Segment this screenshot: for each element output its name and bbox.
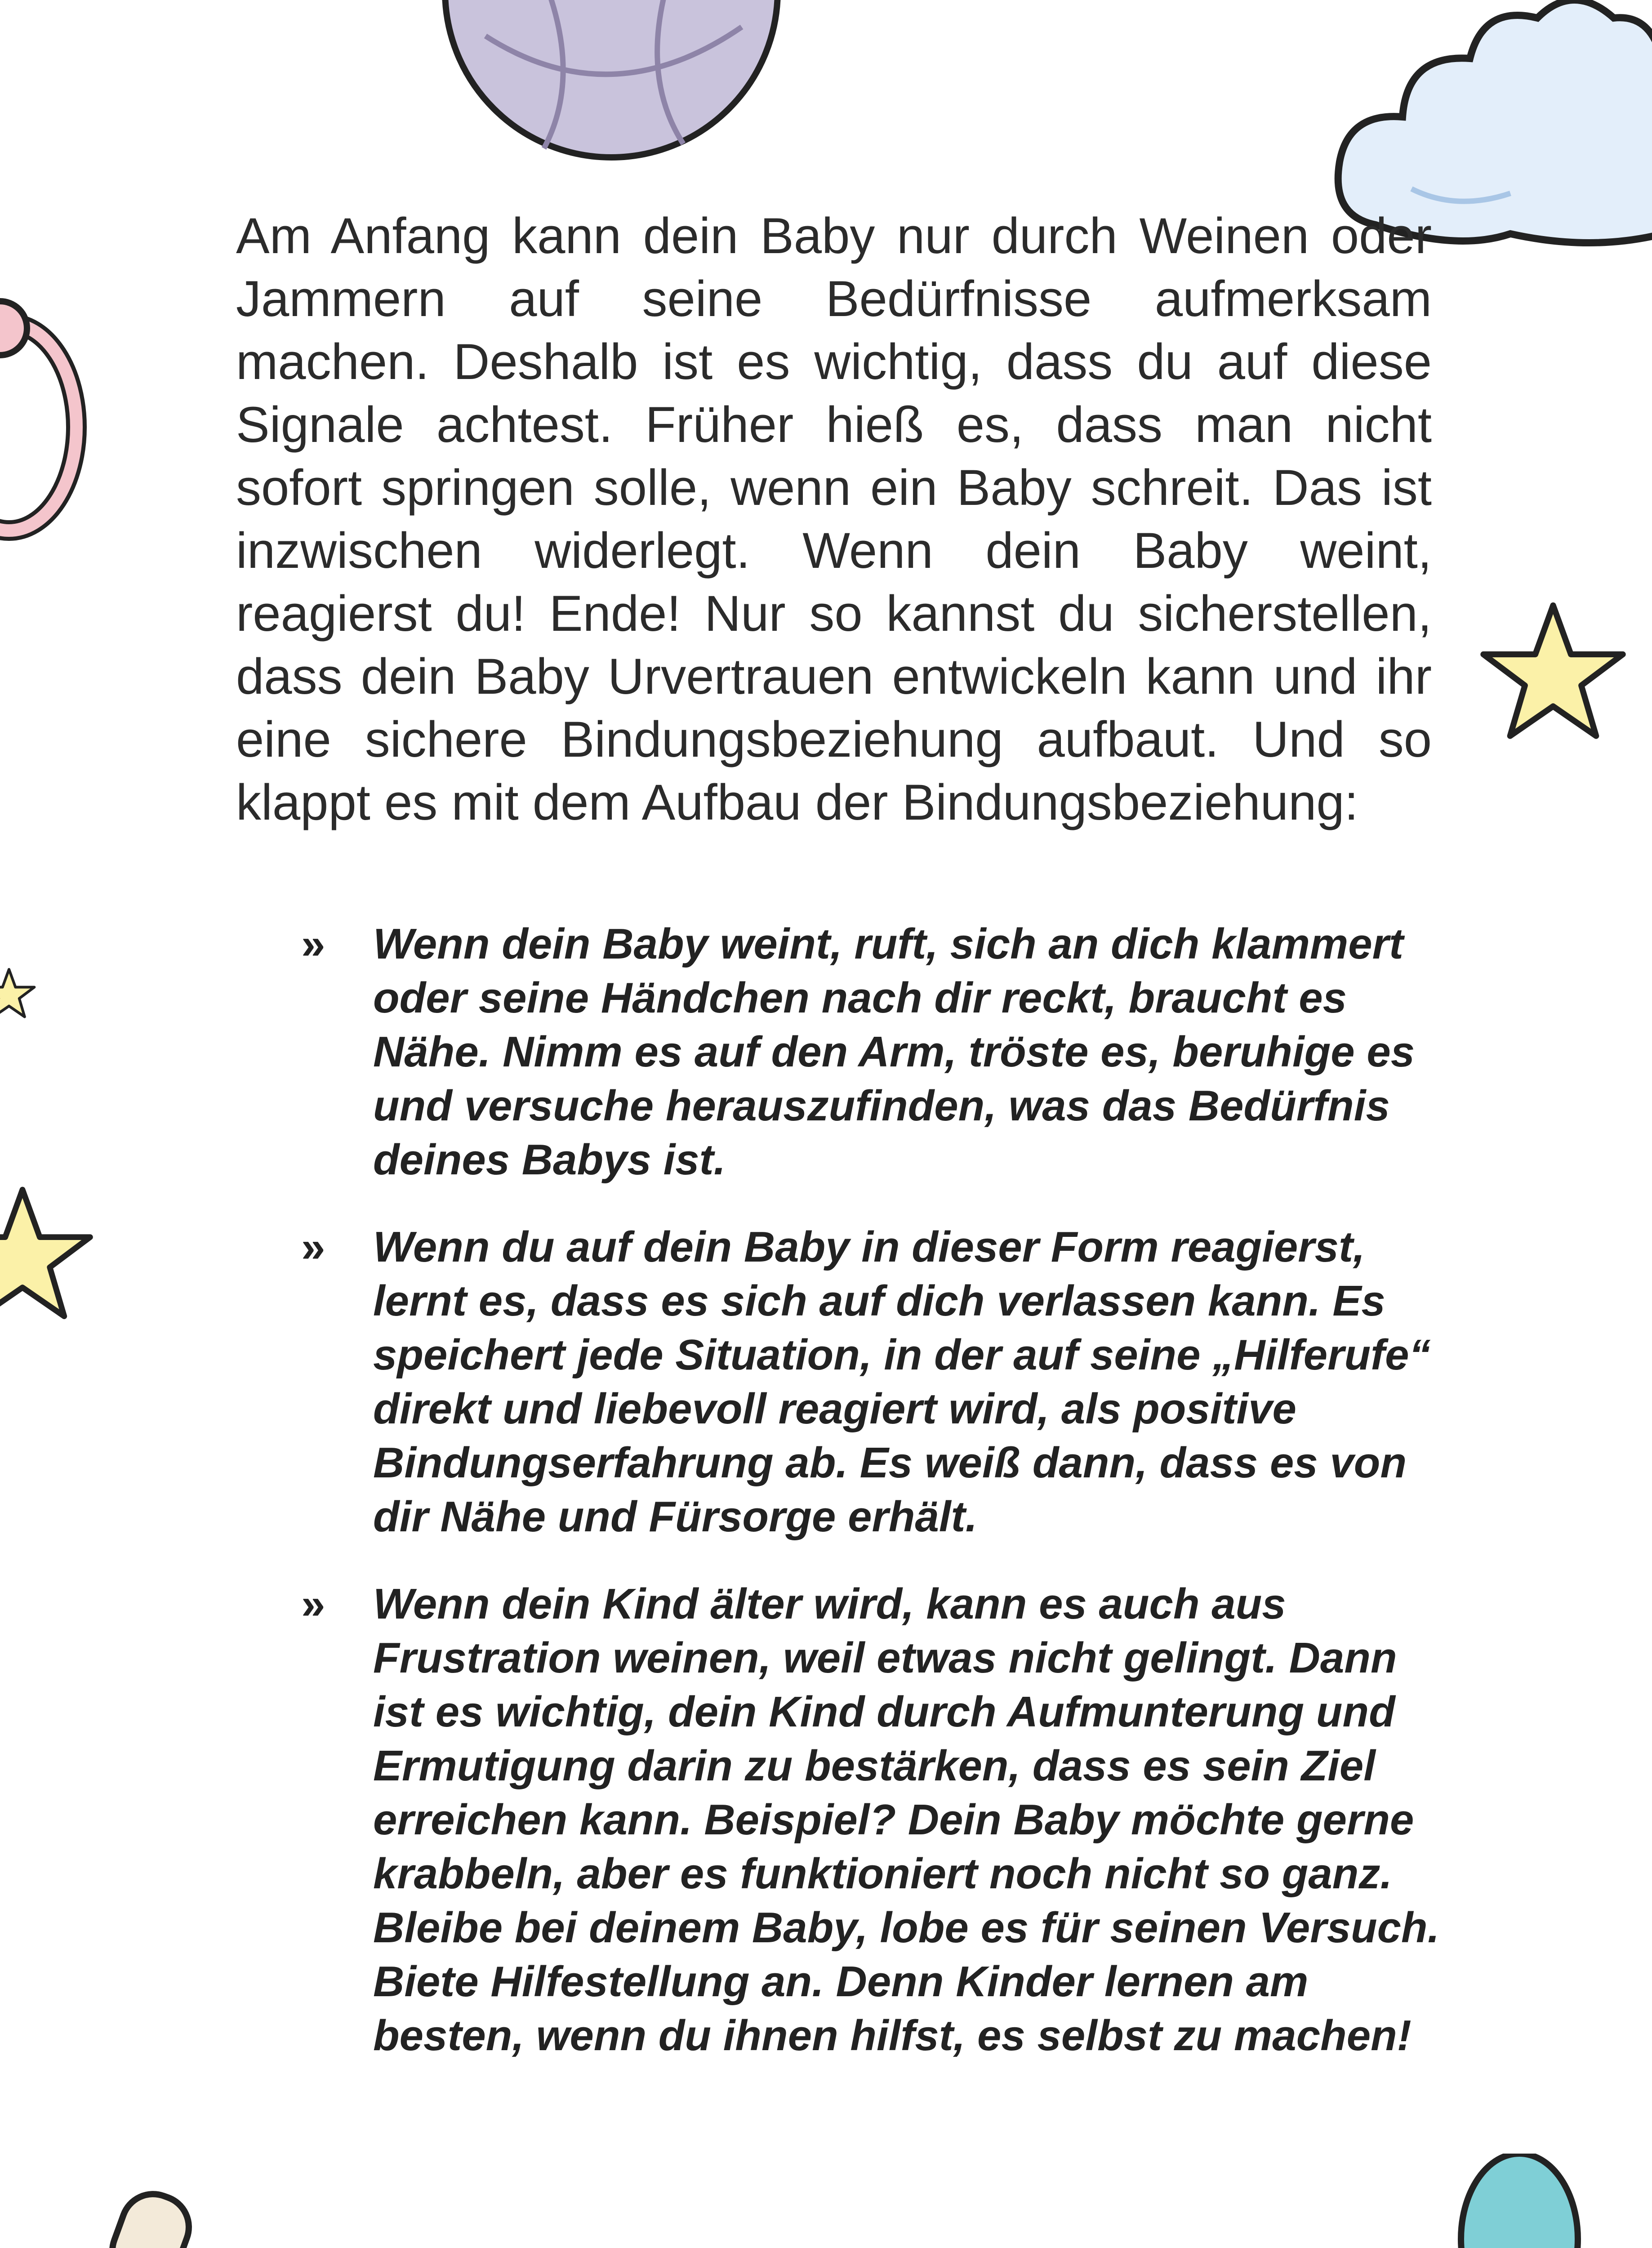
rattle-icon <box>0 288 90 549</box>
list-item <box>297 917 1447 1187</box>
intro-paragraph: Am Anfang kann dein Baby nur durch Weinen oder Jammern auf seine Bedürfnisse aufmerksam machen. Deshalb ist es wichtig, dass du auf diese Signale achtest. Früher hieß es, dass man nicht sofort springen solle, wenn ein Baby schreit. Das ist inzwischen widerlegt. Wenn dein Baby weint, reagierst du! Ende! Nur so kannst du sicherstellen, dass dein Baby Urvertrauen entwickeln kann und ihr eine sichere Bindungsbeziehung aufbaut. Und so klappt es mit dem Aufbau der Bindungsbeziehung: <box>236 208 1432 830</box>
pacifier-icon <box>36 2185 270 2248</box>
star-icon <box>1479 598 1627 746</box>
bullet-marker: » <box>301 920 325 968</box>
star-icon <box>0 1182 94 1326</box>
bullet-text: Wenn du auf dein Baby in dieser Form reagierst, lernt es, dass es sich auf dich verlassen kann. Es speichert jede Situation, in der auf seine „Hilferufe“ direkt und liebevoll reagiert wird, als positive Bindungserfahrung ab. Es weiß dann, dass es von dir Nähe und Fürsorge erhält. <box>373 1223 1431 1541</box>
bullet-text: Wenn dein Baby weint, ruft, sich an dich klammert oder seine Händchen nach dir reckt, braucht es Nähe. Nimm es auf den Arm, tröste es, beruhige es und versuche herauszufinden, was das Bedürfnis deines Babys ist. <box>373 920 1415 1184</box>
ball-icon <box>432 0 791 180</box>
bullet-list <box>297 917 1447 2096</box>
bullet-marker: » <box>301 1223 325 1271</box>
bullet-marker: » <box>301 1580 325 1628</box>
list-item <box>297 1220 1447 1544</box>
star-icon <box>0 967 36 1021</box>
bullet-text: Wenn dein Kind älter wird, kann es auch aus Frustration weinen, weil etwas nicht gelingt. Dann ist es wichtig, dein Kind durch Aufmunterung und Ermutigung darin zu bestärken, dass es sein Ziel erreichen kann. Beispiel? Dein Baby möchte gerne krabbeln, aber es funktioniert noch nicht so ganz. Bleibe bei deinem Baby, lobe es für seinen Versuch. Biete Hilfestellung an. Denn Kinder lernen am besten, wenn du ihnen hilfst, es selbst zu machen! <box>373 1580 1440 2060</box>
list-item <box>297 1577 1447 2063</box>
flower-icon <box>1326 2154 1652 2248</box>
